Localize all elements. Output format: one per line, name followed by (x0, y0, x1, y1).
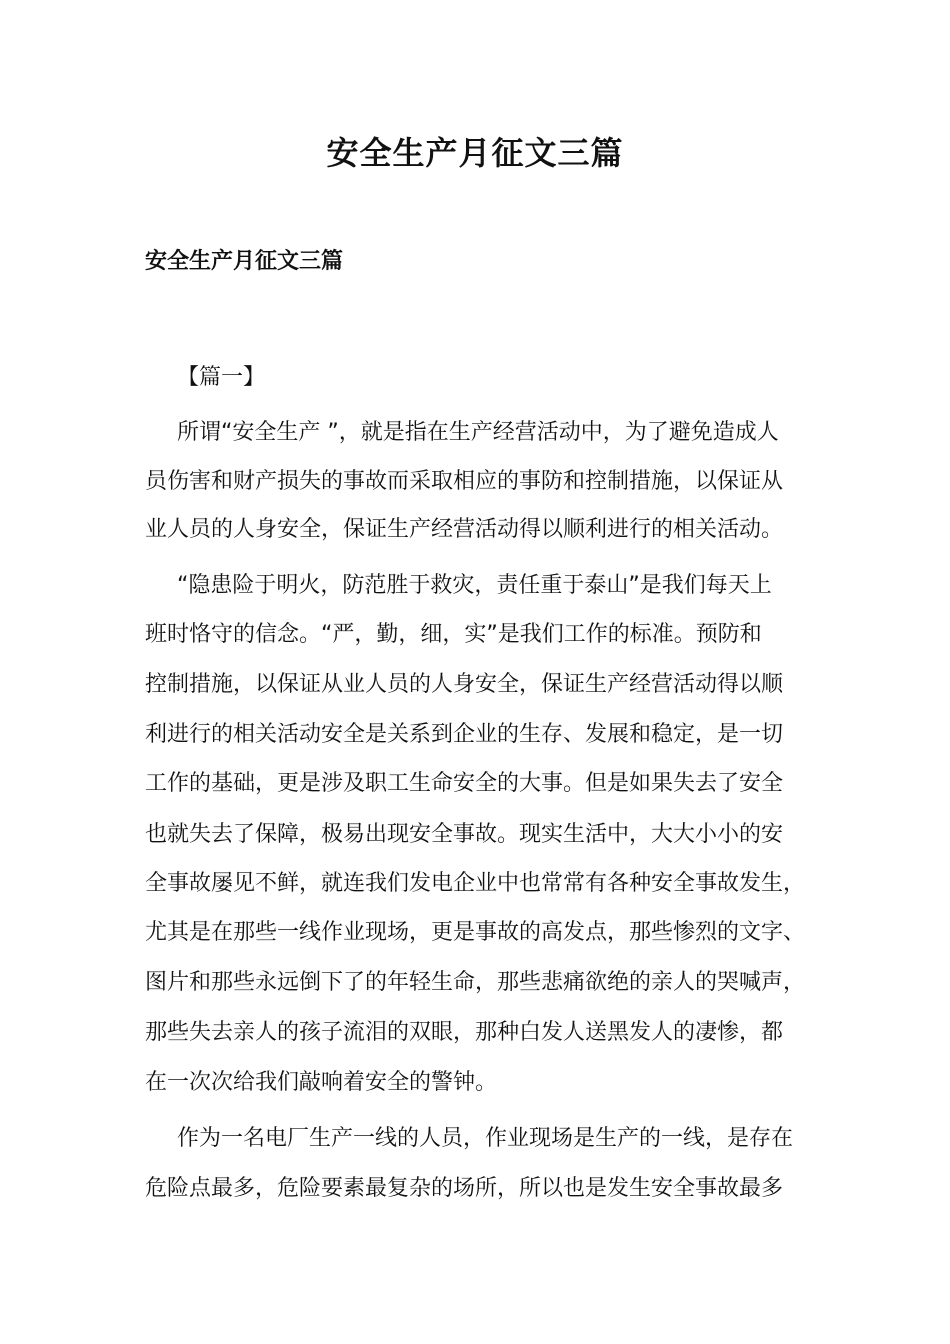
paragraph-2-line-7: 全事故屡见不鲜，就连我们发电企业中也常常有各种安全事故发生， (145, 871, 806, 896)
paragraph-2-line-5: 工作的基础，更是涉及职工生命安全的大事。但是如果失去了安全 (145, 771, 784, 796)
paragraph-1-line-3: 业人员的人身安全，保证生产经营活动得以顺利进行的相关活动。 (145, 517, 784, 542)
paragraph-2-line-10: 那些失去亲人的孩子流泪的双眼，那种白发人送黑发人的凄惨，都 (145, 1020, 784, 1045)
paragraph-2-line-6: 也就失去了保障，极易出现安全事故。现实生活中，大大小小的安 (145, 822, 784, 847)
paragraph-2-line-9: 图片和那些永远倒下了的年轻生命，那些悲痛欲绝的亲人的哭喊声， (145, 970, 806, 995)
section-heading: 【篇一】 (177, 365, 266, 390)
paragraph-2-line-11: 在一次次给我们敲响着安全的警钟。 (145, 1070, 498, 1095)
paragraph-3-line-2: 危险点最多，危险要素最复杂的场所，所以也是发生安全事故最多 (145, 1176, 784, 1201)
paragraph-2-line-4: 利进行的相关活动安全是关系到企业的生存、发展和稳定，是一切 (145, 722, 784, 747)
paragraph-2-line-2: 班时恪守的信念。“严，勤，细，实”是我们工作的标准。预防和 (145, 622, 762, 647)
paragraph-1-line-2: 员伤害和财产损失的事故而采取相应的事防和控制措施，以保证从 (145, 469, 784, 494)
paragraph-2-line-8: 尤其是在那些一线作业现场，更是事故的高发点，那些惨烈的文字、 (145, 920, 806, 945)
paragraph-3-line-1: 作为一名电厂生产一线的人员，作业现场是生产的一线，是存在 (177, 1126, 794, 1151)
paragraph-1-line-1: 所谓“安全生产 ”，就是指在生产经营活动中，为了避免造成人 (177, 420, 779, 445)
paragraph-2-line-1: “隐患险于明火，防范胜于救灾，责任重于泰山”是我们每天上 (177, 573, 772, 598)
document-title: 安全生产月征文三篇 (326, 134, 624, 172)
document-subtitle: 安全生产月征文三篇 (145, 249, 344, 274)
paragraph-2-line-3: 控制措施，以保证从业人员的人身安全，保证生产经营活动得以顺 (145, 672, 784, 697)
